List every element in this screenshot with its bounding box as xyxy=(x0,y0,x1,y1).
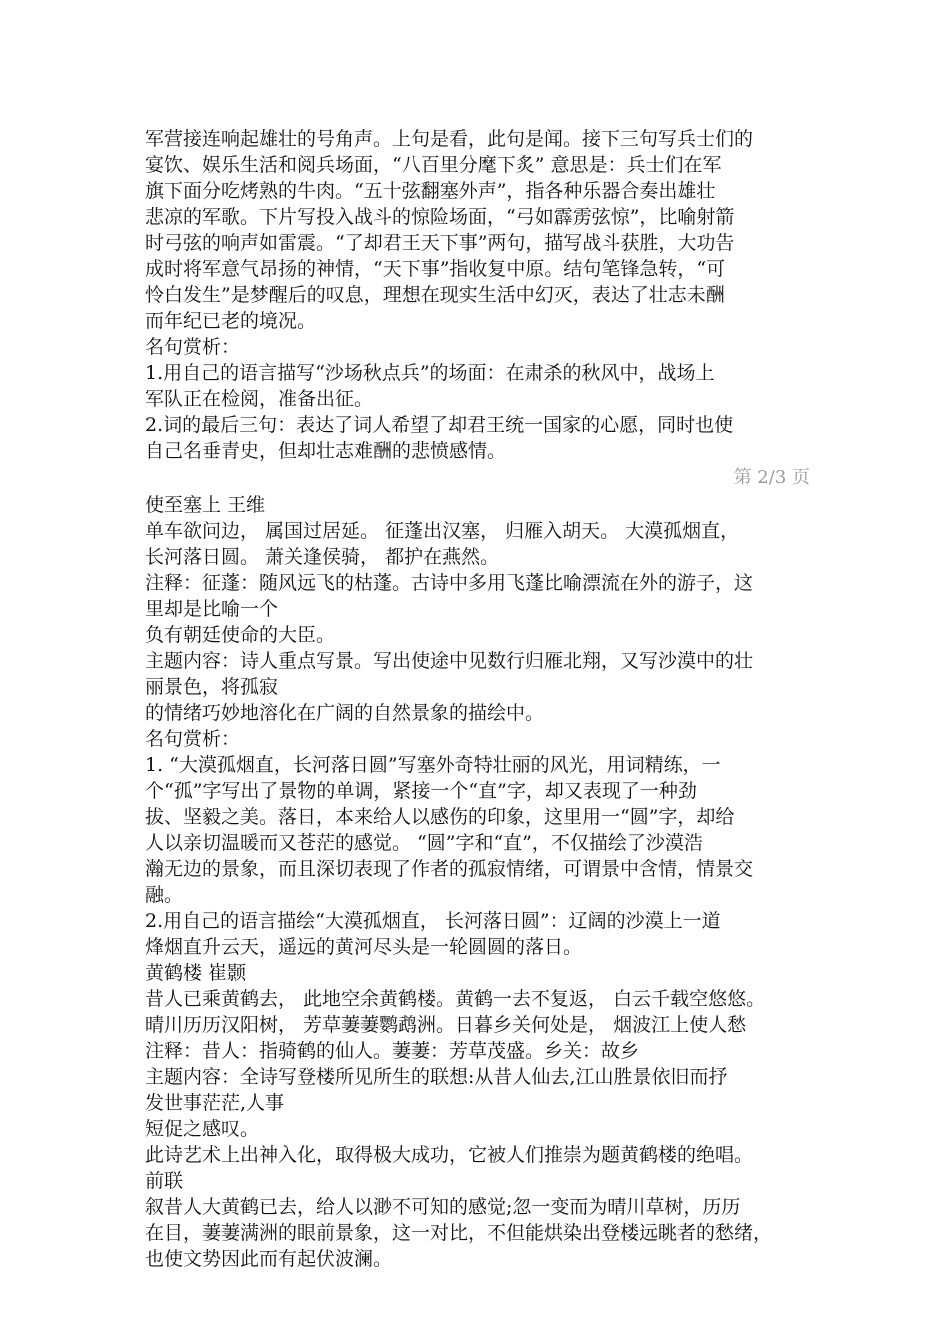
text-line: 注释：昔人：指骑鹤的仙人。萋萋：芳草茂盛。乡关：故乡 xyxy=(145,1040,640,1062)
text-line: 瀚无边的景象，而且深切表现了作者的孤寂情绪，可谓景中含情，情景交 xyxy=(145,858,754,880)
document-page xyxy=(145,126,810,1272)
text-line: 而年纪已老的境况。 xyxy=(145,310,317,332)
text-line: 此诗艺术上出神入化，取得极大成功，它被人们推崇为题黄鹤楼的绝唱。 xyxy=(145,1144,754,1166)
text-line: 主题内容：诗人重点写景。写出使途中见数行归雁北翔，又写沙漠中的壮 xyxy=(145,650,754,672)
text-line: 宴饮、娱乐生活和阅兵场面，“八百里分麾下炙” 意思是：兵士们在军 xyxy=(145,154,722,176)
text-line: 前联 xyxy=(145,1170,184,1192)
text-line: 名句赏析： xyxy=(145,728,241,750)
text-line: 拔、坚毅之美。落日，本来给人以感伤的印象，这里用一“圆”字，却给 xyxy=(145,806,735,828)
text-line: 悲凉的军歌。下片写投入战斗的惊险场面，“弓如霹雳弦惊”，比喻射箭 xyxy=(145,206,735,228)
text-line: 单车欲问边， 属国过居延。 征蓬出汉塞， 归雁入胡天。 大漠孤烟直， xyxy=(145,520,740,542)
text-line: 昔人已乘黄鹤去， 此地空余黄鹤楼。黄鹤一去不复返， 白云千载空悠悠。 xyxy=(145,988,766,1010)
text-line: 人以亲切温暖而又苍茫的感觉。 “圆”字和“直”，不仅描绘了沙漠浩 xyxy=(145,832,703,854)
text-line: 1. “大漠孤烟直，长河落日圆”写塞外奇特壮丽的风光，用词精练，一 xyxy=(145,754,721,776)
text-line: 负有朝廷使命的大臣。 xyxy=(145,624,336,646)
text-line: 成时将军意气昂扬的神情，“天下事”指收复中原。结句笔锋急转，“可 xyxy=(145,258,726,280)
text-line: 晴川历历汉阳树， 芳草萋萋鹦鹉洲。日暮乡关何处是， 烟波江上使人愁 xyxy=(145,1014,747,1036)
text-line: 在目，萋萋满洲的眼前景象，这一对比，不但能烘染出登楼远眺者的愁绪， xyxy=(145,1222,773,1244)
page-number: 第 2/3 页 xyxy=(733,467,810,488)
text-line: 融。 xyxy=(145,884,184,906)
text-line: 注释：征蓬：随风远飞的枯蓬。古诗中多用飞蓬比喻漂流在外的游子，这 xyxy=(145,572,754,594)
text-line: 2.词的最后三句：表达了词人希望了却君王统一国家的心愿，同时也使 xyxy=(145,414,734,436)
text-line: 军队正在检阅，准备出征。 xyxy=(145,388,374,410)
text-line: 的情绪巧妙地溶化在广阔的自然景象的描绘中。 xyxy=(145,702,545,724)
text-line: 丽景色，将孤寂 xyxy=(145,676,279,698)
text-block-top xyxy=(145,126,810,464)
text-line: 发世事茫茫,人事 xyxy=(145,1092,285,1114)
text-line: 名句赏析： xyxy=(145,336,241,358)
text-line: 叙昔人大黄鹤已去，给人以渺不可知的感觉;忽一变而为晴川草树，历历 xyxy=(145,1196,741,1218)
text-line: 烽烟直升云天，遥远的黄河尽头是一轮圆圆的落日。 xyxy=(145,936,583,958)
text-line: 个“孤”字写出了景物的单调，紧接一个“直”字，却又表现了一种劲 xyxy=(145,780,697,802)
text-line: 怜白发生”是梦醒后的叹息，理想在现实生活中幻灭，表达了壮志未酬 xyxy=(145,284,725,306)
text-line: 旗下面分吃烤熟的牛肉。“五十弦翻塞外声”，指各种乐器合奏出雄壮 xyxy=(145,180,716,202)
text-block-bottom xyxy=(145,492,810,1272)
text-line: 军营接连响起雄壮的号角声。上句是看，此句是闻。接下三句写兵士们的 xyxy=(145,128,754,150)
text-line: 长河落日圆。 萧关逢侯骑， 都护在燕然。 xyxy=(145,546,500,568)
text-line: 1.用自己的语言描写“沙场秋点兵”的场面：在肃杀的秋风中，战场上 xyxy=(145,362,715,384)
text-line: 短促之感叹。 xyxy=(145,1118,260,1140)
text-line: 也使文势因此而有起伏波澜。 xyxy=(145,1248,393,1270)
text-line: 里却是比喻一个 xyxy=(145,598,279,620)
text-line: 自己名垂青史，但却壮志难酬的悲愤感情。 xyxy=(145,440,507,462)
text-line: 时弓弦的响声如雷震。“了却君王天下事”两句，描写战斗获胜，大功告 xyxy=(145,232,735,254)
text-line: 2.用自己的语言描绘“大漠孤烟直， 长河落日圆”：辽阔的沙漠上一道 xyxy=(145,910,721,932)
text-line: 主题内容：全诗写登楼所见所生的联想:从昔人仙去,江山胜景依旧而抒 xyxy=(145,1066,728,1088)
text-line: 黄鹤楼 崔颢 xyxy=(145,962,247,984)
text-line: 使至塞上 王维 xyxy=(145,494,266,516)
